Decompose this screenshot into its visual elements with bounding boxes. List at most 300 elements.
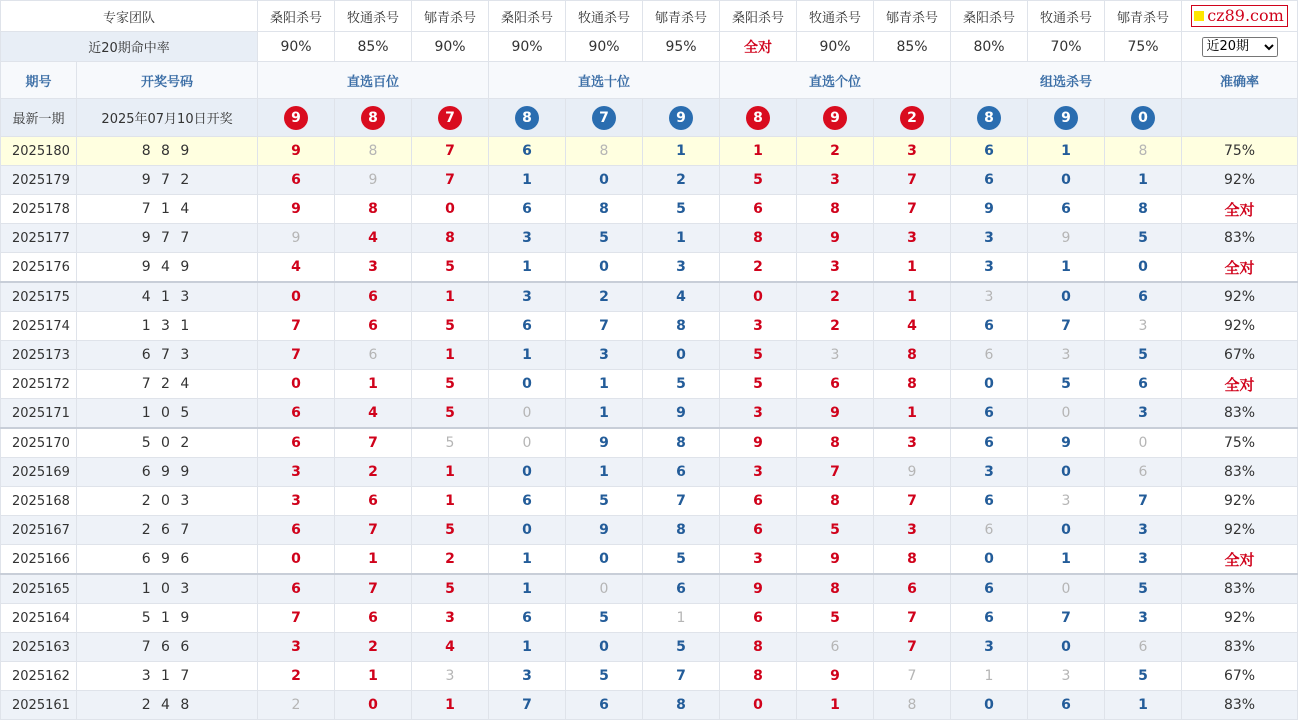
- kill-number: 7: [258, 312, 335, 341]
- site-logo[interactable]: [1191, 5, 1288, 27]
- kill-number: 5: [412, 399, 489, 429]
- kill-number: 1: [1028, 545, 1105, 575]
- kill-ball: 9: [823, 106, 847, 130]
- kill-number: 3: [797, 166, 874, 195]
- accuracy-value: 92%: [1182, 166, 1298, 195]
- table-row: [1, 253, 1298, 283]
- kill-number: 8: [874, 341, 951, 370]
- kill-number: 5: [1105, 341, 1182, 370]
- period-number: 2025177: [1, 224, 77, 253]
- kill-number: 5: [412, 312, 489, 341]
- kill-ball: 8: [746, 106, 770, 130]
- latest-ball-cell: [1105, 99, 1182, 137]
- kill-number: 9: [335, 166, 412, 195]
- kill-number: 1: [489, 574, 566, 604]
- draw-numbers: 4 1 3: [77, 282, 258, 312]
- kill-ball: 8: [977, 106, 1001, 130]
- kill-number: 1: [1028, 253, 1105, 283]
- kill-ball: 0: [1131, 106, 1155, 130]
- accuracy-value: 全对: [1182, 195, 1298, 224]
- kill-number: 9: [720, 574, 797, 604]
- latest-ball-cell: [566, 99, 643, 137]
- group-units-header: 直选个位: [720, 62, 951, 99]
- kill-number: 6: [489, 487, 566, 516]
- kill-number: 0: [489, 516, 566, 545]
- kill-ball: 2: [900, 106, 924, 130]
- kill-number: 5: [412, 516, 489, 545]
- draw-numbers: 6 9 6: [77, 545, 258, 575]
- table-row: [1, 428, 1298, 458]
- kill-number: 6: [951, 399, 1028, 429]
- kill-number: 0: [489, 370, 566, 399]
- accuracy-value: 75%: [1182, 428, 1298, 458]
- kill-number: 5: [1105, 662, 1182, 691]
- period-number: 2025165: [1, 574, 77, 604]
- kill-number: 6: [1028, 691, 1105, 720]
- kill-number: 8: [643, 312, 720, 341]
- kill-number: 3: [874, 137, 951, 166]
- kill-number: 3: [720, 458, 797, 487]
- kill-number: 7: [874, 662, 951, 691]
- kill-number: 3: [951, 282, 1028, 312]
- draw-numbers: 7 6 6: [77, 633, 258, 662]
- kill-number: 1: [720, 137, 797, 166]
- kill-number: 3: [951, 253, 1028, 283]
- table-row: [1, 691, 1298, 720]
- kill-number: 3: [874, 516, 951, 545]
- draw-numbers: 2 4 8: [77, 691, 258, 720]
- kill-number: 5: [566, 604, 643, 633]
- kill-number: 3: [720, 399, 797, 429]
- draw-numbers: 6 7 3: [77, 341, 258, 370]
- period-select[interactable]: [1202, 37, 1278, 57]
- kill-number: 9: [797, 545, 874, 575]
- period-number: 2025169: [1, 458, 77, 487]
- kill-number: 1: [489, 545, 566, 575]
- kill-number: 9: [797, 399, 874, 429]
- kill-number: 4: [412, 633, 489, 662]
- kill-number: 1: [1105, 691, 1182, 720]
- kill-number: 5: [566, 662, 643, 691]
- kill-number: 8: [720, 662, 797, 691]
- column-group-row: [1, 62, 1298, 99]
- kill-number: 5: [720, 370, 797, 399]
- kill-number: 3: [489, 224, 566, 253]
- kill-number: 1: [412, 691, 489, 720]
- kill-number: 6: [1028, 195, 1105, 224]
- kill-number: 3: [951, 633, 1028, 662]
- kill-number: 7: [874, 195, 951, 224]
- kill-number: 3: [1105, 312, 1182, 341]
- kill-number: 0: [566, 253, 643, 283]
- logo-square-icon: [1194, 11, 1204, 21]
- col-period-header: 期号: [1, 62, 77, 99]
- expert-team-row: [1, 1, 1298, 32]
- kill-number: 3: [335, 253, 412, 283]
- kill-number: 4: [258, 253, 335, 283]
- latest-date: 2025年07月10日开奖: [77, 99, 258, 137]
- kill-number: 1: [412, 458, 489, 487]
- kill-ball: 8: [515, 106, 539, 130]
- accuracy-value: 全对: [1182, 545, 1298, 575]
- kill-number: 6: [335, 604, 412, 633]
- kill-number: 1: [797, 691, 874, 720]
- latest-ball-cell: [335, 99, 412, 137]
- kill-number: 8: [566, 137, 643, 166]
- latest-ball-cell: [1028, 99, 1105, 137]
- expert-name: 牧通杀号: [1028, 1, 1105, 32]
- kill-number: 2: [335, 458, 412, 487]
- kill-number: 9: [874, 458, 951, 487]
- kill-number: 6: [1105, 633, 1182, 662]
- kill-number: 5: [797, 516, 874, 545]
- kill-number: 6: [1105, 458, 1182, 487]
- kill-number: 6: [720, 195, 797, 224]
- kill-number: 6: [951, 312, 1028, 341]
- kill-number: 0: [258, 282, 335, 312]
- kill-number: 2: [797, 282, 874, 312]
- kill-number: 6: [951, 516, 1028, 545]
- hit-rate-value: 85%: [874, 32, 951, 62]
- kill-number: 6: [951, 428, 1028, 458]
- kill-number: 7: [643, 662, 720, 691]
- kill-number: 7: [258, 604, 335, 633]
- kill-number: 6: [489, 195, 566, 224]
- period-number: 2025167: [1, 516, 77, 545]
- kill-number: 5: [412, 574, 489, 604]
- kill-ball: 7: [592, 106, 616, 130]
- period-number: 2025176: [1, 253, 77, 283]
- expert-name: 桑阳杀号: [951, 1, 1028, 32]
- draw-numbers: 6 9 9: [77, 458, 258, 487]
- kill-number: 3: [951, 224, 1028, 253]
- accuracy-value: 75%: [1182, 137, 1298, 166]
- kill-number: 3: [951, 458, 1028, 487]
- kill-number: 8: [797, 487, 874, 516]
- table-row: [1, 399, 1298, 429]
- hit-rate-label: 近20期命中率: [1, 32, 258, 62]
- kill-number: 2: [797, 137, 874, 166]
- period-number: 2025172: [1, 370, 77, 399]
- kill-number: 6: [951, 166, 1028, 195]
- kill-number: 6: [951, 604, 1028, 633]
- group-combo-header: 组选杀号: [951, 62, 1182, 99]
- kill-number: 6: [951, 487, 1028, 516]
- accuracy-value: 67%: [1182, 341, 1298, 370]
- hit-rate-value: 70%: [1028, 32, 1105, 62]
- kill-number: 3: [258, 633, 335, 662]
- period-number: 2025170: [1, 428, 77, 458]
- kill-number: 8: [335, 137, 412, 166]
- kill-number: 1: [412, 282, 489, 312]
- latest-ball-cell: [412, 99, 489, 137]
- kill-number: 1: [566, 458, 643, 487]
- kill-number: 9: [258, 195, 335, 224]
- kill-number: 7: [797, 458, 874, 487]
- draw-numbers: 8 8 9: [77, 137, 258, 166]
- kill-number: 1: [335, 545, 412, 575]
- kill-number: 9: [951, 195, 1028, 224]
- kill-number: 7: [874, 633, 951, 662]
- col-accuracy-header: 准确率: [1182, 62, 1298, 99]
- kill-number: 5: [797, 604, 874, 633]
- kill-number: 9: [720, 428, 797, 458]
- kill-number: 9: [797, 662, 874, 691]
- kill-number: 2: [258, 691, 335, 720]
- kill-number: 6: [258, 574, 335, 604]
- table-row: [1, 370, 1298, 399]
- kill-number: 4: [335, 224, 412, 253]
- latest-ball-cell: [258, 99, 335, 137]
- kill-number: 3: [874, 224, 951, 253]
- table-row: [1, 662, 1298, 691]
- kill-ball: 9: [1054, 106, 1078, 130]
- accuracy-value: 83%: [1182, 691, 1298, 720]
- kill-number: 3: [720, 312, 797, 341]
- kill-number: 7: [874, 166, 951, 195]
- period-number: 2025164: [1, 604, 77, 633]
- kill-number: 7: [1028, 312, 1105, 341]
- kill-number: 0: [720, 282, 797, 312]
- kill-number: 0: [489, 428, 566, 458]
- period-number: 2025173: [1, 341, 77, 370]
- kill-number: 5: [643, 195, 720, 224]
- kill-ball: 8: [361, 106, 385, 130]
- kill-number: 6: [720, 516, 797, 545]
- table-row: [1, 224, 1298, 253]
- kill-number: 6: [258, 166, 335, 195]
- kill-number: 1: [643, 137, 720, 166]
- latest-ball-cell: [951, 99, 1028, 137]
- kill-number: 3: [489, 662, 566, 691]
- kill-number: 0: [489, 458, 566, 487]
- kill-number: 0: [1028, 282, 1105, 312]
- kill-number: 2: [566, 282, 643, 312]
- kill-number: 1: [412, 341, 489, 370]
- kill-number: 7: [874, 604, 951, 633]
- kill-number: 7: [489, 691, 566, 720]
- kill-number: 8: [643, 428, 720, 458]
- kill-number: 1: [489, 633, 566, 662]
- draw-numbers: 1 0 3: [77, 574, 258, 604]
- kill-number: 0: [566, 545, 643, 575]
- kill-number: 3: [643, 253, 720, 283]
- kill-number: 6: [951, 341, 1028, 370]
- kill-number: 0: [1028, 458, 1105, 487]
- kill-number: 9: [1028, 428, 1105, 458]
- kill-number: 9: [258, 137, 335, 166]
- accuracy-value: 全对: [1182, 370, 1298, 399]
- kill-number: 3: [1105, 604, 1182, 633]
- kill-number: 7: [258, 341, 335, 370]
- hit-rate-value: 95%: [643, 32, 720, 62]
- period-select-cell: [1182, 32, 1298, 62]
- kill-number: 3: [797, 341, 874, 370]
- kill-ball: 9: [284, 106, 308, 130]
- kill-number: 3: [489, 282, 566, 312]
- kill-number: 1: [951, 662, 1028, 691]
- period-number: 2025179: [1, 166, 77, 195]
- draw-numbers: 9 7 7: [77, 224, 258, 253]
- hit-rate-value: 全对: [720, 32, 797, 62]
- group-hundreds-header: 直选百位: [258, 62, 489, 99]
- kill-number: 0: [951, 545, 1028, 575]
- kill-number: 2: [797, 312, 874, 341]
- period-number: 2025178: [1, 195, 77, 224]
- latest-ball-cell: [797, 99, 874, 137]
- period-number: 2025161: [1, 691, 77, 720]
- kill-number: 1: [643, 604, 720, 633]
- group-tens-header: 直选十位: [489, 62, 720, 99]
- kill-number: 6: [258, 428, 335, 458]
- table-row: [1, 312, 1298, 341]
- kill-number: 1: [489, 166, 566, 195]
- kill-number: 6: [951, 574, 1028, 604]
- table-row: [1, 633, 1298, 662]
- hit-rate-value: 80%: [951, 32, 1028, 62]
- kill-number: 8: [874, 691, 951, 720]
- kill-number: 0: [258, 370, 335, 399]
- kill-number: 1: [335, 662, 412, 691]
- kill-number: 0: [566, 633, 643, 662]
- kill-number: 6: [258, 399, 335, 429]
- table-row: [1, 166, 1298, 195]
- draw-numbers: 7 2 4: [77, 370, 258, 399]
- accuracy-value: 83%: [1182, 633, 1298, 662]
- kill-number: 3: [1028, 662, 1105, 691]
- draw-numbers: 2 0 3: [77, 487, 258, 516]
- kill-number: 8: [1105, 137, 1182, 166]
- kill-number: 6: [335, 282, 412, 312]
- latest-ball-cell: [720, 99, 797, 137]
- accuracy-value: 92%: [1182, 312, 1298, 341]
- kill-number: 3: [412, 662, 489, 691]
- latest-ball-cell: [874, 99, 951, 137]
- draw-numbers: 7 1 4: [77, 195, 258, 224]
- accuracy-value: 83%: [1182, 224, 1298, 253]
- accuracy-value: 92%: [1182, 516, 1298, 545]
- kill-number: 6: [874, 574, 951, 604]
- hit-rate-row: [1, 32, 1298, 62]
- kill-number: 7: [335, 428, 412, 458]
- kill-number: 8: [797, 574, 874, 604]
- kill-number: 6: [489, 312, 566, 341]
- kill-number: 0: [1028, 574, 1105, 604]
- kill-number: 4: [643, 282, 720, 312]
- accuracy-value: 92%: [1182, 487, 1298, 516]
- hit-rate-value: 75%: [1105, 32, 1182, 62]
- kill-number: 0: [489, 399, 566, 429]
- expert-name: 桑阳杀号: [489, 1, 566, 32]
- kill-ball: 7: [438, 106, 462, 130]
- kill-number: 3: [1028, 487, 1105, 516]
- kill-number: 6: [643, 574, 720, 604]
- draw-numbers: 5 0 2: [77, 428, 258, 458]
- kill-number: 1: [335, 370, 412, 399]
- period-number: 2025166: [1, 545, 77, 575]
- kill-number: 8: [643, 691, 720, 720]
- kill-number: 2: [258, 662, 335, 691]
- table-row: [1, 137, 1298, 166]
- kill-number: 6: [720, 604, 797, 633]
- period-number: 2025171: [1, 399, 77, 429]
- kill-number: 3: [874, 428, 951, 458]
- latest-ball-cell: [643, 99, 720, 137]
- accuracy-value: 83%: [1182, 458, 1298, 487]
- kill-number: 9: [566, 428, 643, 458]
- latest-row: [1, 99, 1298, 137]
- table-row: [1, 458, 1298, 487]
- kill-number: 8: [643, 516, 720, 545]
- kill-number: 0: [951, 691, 1028, 720]
- kill-number: 7: [1028, 604, 1105, 633]
- kill-number: 5: [1105, 574, 1182, 604]
- period-number: 2025162: [1, 662, 77, 691]
- table-row: [1, 574, 1298, 604]
- kill-ball: 9: [669, 106, 693, 130]
- draw-numbers: 2 6 7: [77, 516, 258, 545]
- draw-numbers: 9 4 9: [77, 253, 258, 283]
- kill-number: 6: [1105, 370, 1182, 399]
- kill-number: 1: [874, 282, 951, 312]
- kill-number: 1: [643, 224, 720, 253]
- logo-text: cz89.com: [1207, 6, 1284, 25]
- col-draw-header: 开奖号码: [77, 62, 258, 99]
- kill-number: 0: [258, 545, 335, 575]
- logo-cell: [1182, 1, 1298, 32]
- table-row: [1, 487, 1298, 516]
- kill-number: 5: [1105, 224, 1182, 253]
- expert-name: 牧通杀号: [566, 1, 643, 32]
- expert-name: 郇青杀号: [412, 1, 489, 32]
- kill-number: 6: [951, 137, 1028, 166]
- latest-empty-cell: [1182, 99, 1298, 137]
- expert-team-label: 专家团队: [1, 1, 258, 32]
- kill-number: 5: [643, 370, 720, 399]
- kill-number: 5: [1028, 370, 1105, 399]
- kill-number: 2: [643, 166, 720, 195]
- kill-number: 3: [258, 458, 335, 487]
- kill-number: 0: [1028, 166, 1105, 195]
- period-number: 2025180: [1, 137, 77, 166]
- kill-number: 5: [412, 370, 489, 399]
- kill-number: 6: [335, 312, 412, 341]
- kill-number: 3: [1105, 545, 1182, 575]
- kill-number: 0: [566, 166, 643, 195]
- period-number: 2025175: [1, 282, 77, 312]
- expert-name: 牧通杀号: [335, 1, 412, 32]
- period-number: 2025163: [1, 633, 77, 662]
- kill-number: 8: [1105, 195, 1182, 224]
- kill-number: 6: [797, 633, 874, 662]
- kill-number: 8: [720, 224, 797, 253]
- expert-name: 郇青杀号: [1105, 1, 1182, 32]
- kill-number: 5: [412, 428, 489, 458]
- hit-rate-value: 90%: [797, 32, 874, 62]
- draw-numbers: 5 1 9: [77, 604, 258, 633]
- kill-number: 5: [566, 487, 643, 516]
- kill-number: 0: [1028, 516, 1105, 545]
- period-number: 2025174: [1, 312, 77, 341]
- period-number: 2025168: [1, 487, 77, 516]
- kill-number: 5: [643, 545, 720, 575]
- kill-number: 7: [412, 166, 489, 195]
- hit-rate-value: 90%: [258, 32, 335, 62]
- kill-number: 2: [412, 545, 489, 575]
- kill-number: 0: [1105, 428, 1182, 458]
- hit-rate-value: 90%: [412, 32, 489, 62]
- kill-number: 2: [335, 633, 412, 662]
